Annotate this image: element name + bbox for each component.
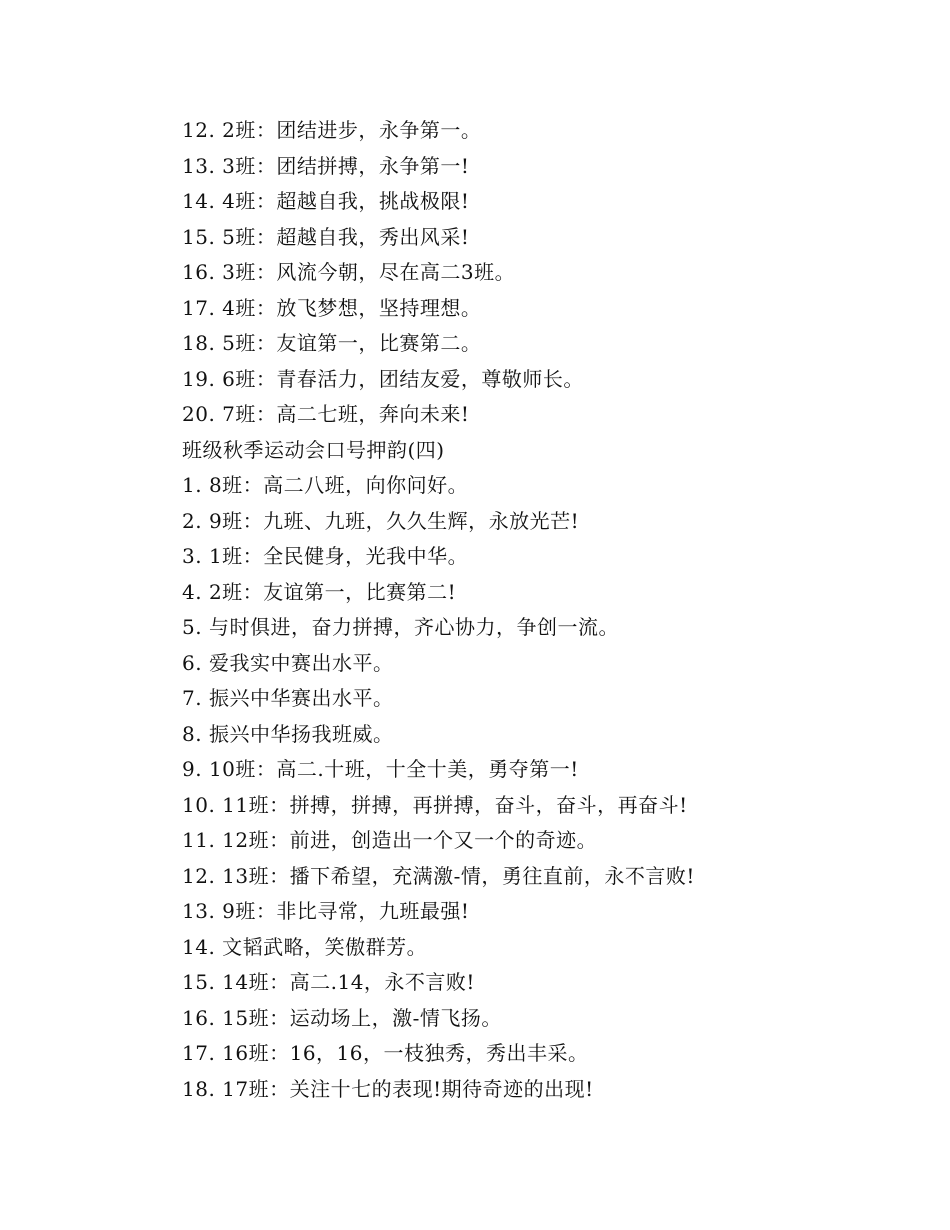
section-heading: 班级秋季运动会口号押韵(四) [182, 437, 445, 462]
text-line: 13. 9班：非比寻常，九班最强! [182, 899, 470, 923]
text-line: 8. 振兴中华扬我班威。 [182, 721, 394, 746]
document-body [182, 113, 882, 1107]
text-line: 19. 6班：青春活力，团结友爱，尊敬师长。 [182, 366, 584, 391]
text-line: 12. 2班：团结进步，永争第一。 [182, 118, 482, 142]
text-line: 12. 13班：播下希望，充满激-情，勇往直前，永不言败! [182, 863, 695, 888]
text-line: 20. 7班：高二七班，奔向未来! [182, 402, 470, 426]
text-line: 6. 爱我实中赛出水平。 [182, 650, 394, 675]
text-line: 18. 5班：友谊第一，比赛第二。 [182, 331, 482, 355]
text-line: 7. 振兴中华赛出水平。 [182, 686, 394, 710]
text-line: 14. 文韬武略，笑傲群芳。 [182, 934, 428, 959]
text-line: 15. 14班：高二.14，永不言败! [182, 970, 475, 994]
text-line: 16. 3班：风流今朝，尽在高二3班。 [182, 260, 516, 284]
text-line: 18. 17班：关注十七的表现!期待奇迹的出现! [182, 1076, 594, 1101]
text-line: 10. 11班：拼搏，拼搏，再拼搏，奋斗，奋斗，再奋斗! [182, 792, 688, 817]
text-line: 11. 12班：前进，创造出一个又一个的奇迹。 [182, 828, 598, 852]
text-line: 14. 4班：超越自我，挑战极限! [182, 189, 470, 213]
text-line: 17. 16班：16，16，一枝独秀，秀出丰采。 [182, 1041, 589, 1065]
text-line: 1. 8班：高二八班，向你问好。 [182, 473, 469, 497]
text-line: 3. 1班：全民健身，光我中华。 [182, 544, 469, 568]
text-line: 9. 10班：高二.十班，十全十美，勇夺第一! [182, 757, 579, 781]
text-line: 15. 5班：超越自我，秀出风采! [182, 224, 470, 249]
text-line: 4. 2班：友谊第一，比赛第二! [182, 579, 457, 604]
text-line: 17. 4班：放飞梦想，坚持理想。 [182, 295, 482, 320]
text-line: 13. 3班：团结拼搏，永争第一! [182, 153, 470, 178]
text-line: 5. 与时俱进，奋力拼搏，齐心协力，争创一流。 [182, 615, 619, 639]
text-line: 2. 9班：九班、九班，久久生辉，永放光芒! [182, 508, 580, 533]
text-line: 16. 15班：运动场上，激-情飞扬。 [182, 1005, 502, 1030]
